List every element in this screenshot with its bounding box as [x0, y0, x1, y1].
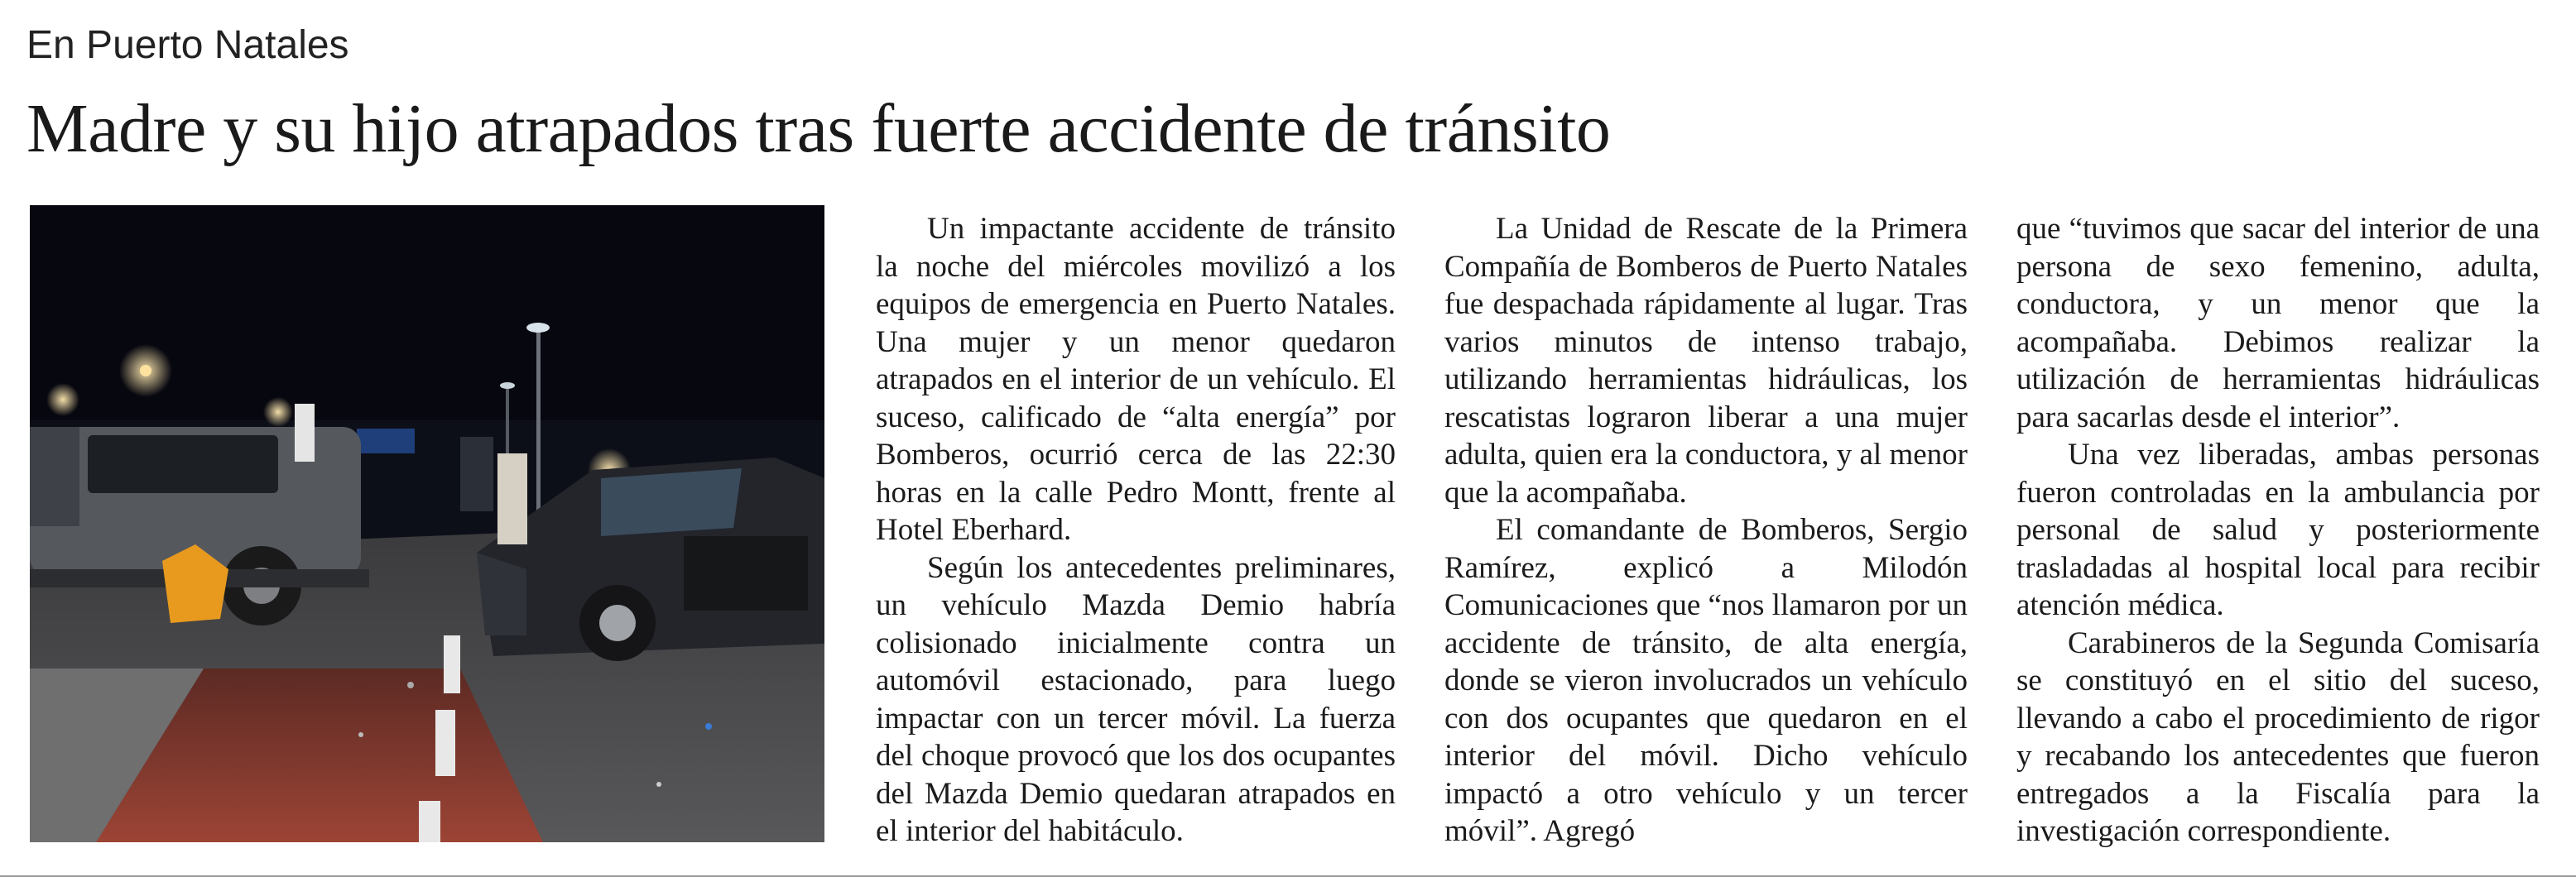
paragraph-5: que “tuvimos que sacar del interior de una persona de sexo femenino, adulta, conductora, y un menor que la acompañaba. Debimos realizar la utilización de herramientas hidráulicas para sacarlas desde el interior”.	[2016, 212, 2540, 434]
accident-scene-illustration	[30, 205, 824, 842]
paragraph-3: La Unidad de Rescate de la Primera Compañía de Bomberos de Puerto Natales fue despachada rápidamente al lugar. Tras varios minutos de intenso trabajo, utilizando herramientas hidráulicas, los rescatistas lograron liberar a una mujer adulta, quien era la conductora, y al menor que la acompañaba.	[1444, 212, 1968, 510]
paragraph-1: Un impactante accidente de tránsito la noche del miércoles movilizó a los equipos de emergencia en Puerto Natales. Una mujer y un menor quedaron atrapados en el interior de un vehículo. El suceso, calificado de “alta energía” por Bomberos, ocurrió cerca de las 22:30 horas en la calle Pedro Montt, frente al Hotel Eberhard.	[876, 212, 1396, 547]
article-column-1	[876, 210, 1396, 855]
paragraph-7: Carabineros de la Segunda Comisaría se constituyó en el sitio del suceso, llevando a cabo el procedimiento de rigor y recabando los antecedentes que fueron entregados a la Fiscalía para la investigación correspondiente.	[2016, 625, 2540, 848]
accident-photo	[30, 205, 824, 842]
paragraph-4: El comandante de Bomberos, Sergio Ramírez, explicó a Milodón Comunicaciones que “nos llamaron por un accidente de tránsito, de alta energía, donde se vieron involucrados un vehículo con dos ocupantes que quedaron en el interior del móvil. Dicho vehículo impactó a otro vehículo y un tercer móvil”. Agregó	[1444, 513, 1968, 848]
paragraph-2: Según los antecedentes preliminares, un vehículo Mazda Demio habría colisionado inicialmente contra un automóvil estacionado, para luego impactar con un tercer móvil. La fuerza del choque provocó que los dos ocupantes del Mazda Demio quedaran atrapados en el interior del habitáculo.	[876, 550, 1396, 848]
kicker: En Puerto Natales	[26, 23, 349, 67]
paragraph-6: Una vez liberadas, ambas personas fueron controladas en la ambulancia por personal de salud y posteriormente trasladadas al hospital local para recibir atención médica.	[2016, 438, 2540, 622]
article-column-2	[1444, 210, 1968, 855]
article-column-3	[2016, 210, 2540, 855]
headline: Madre y su hijo atrapados tras fuerte accidente de tránsito	[26, 90, 1611, 167]
